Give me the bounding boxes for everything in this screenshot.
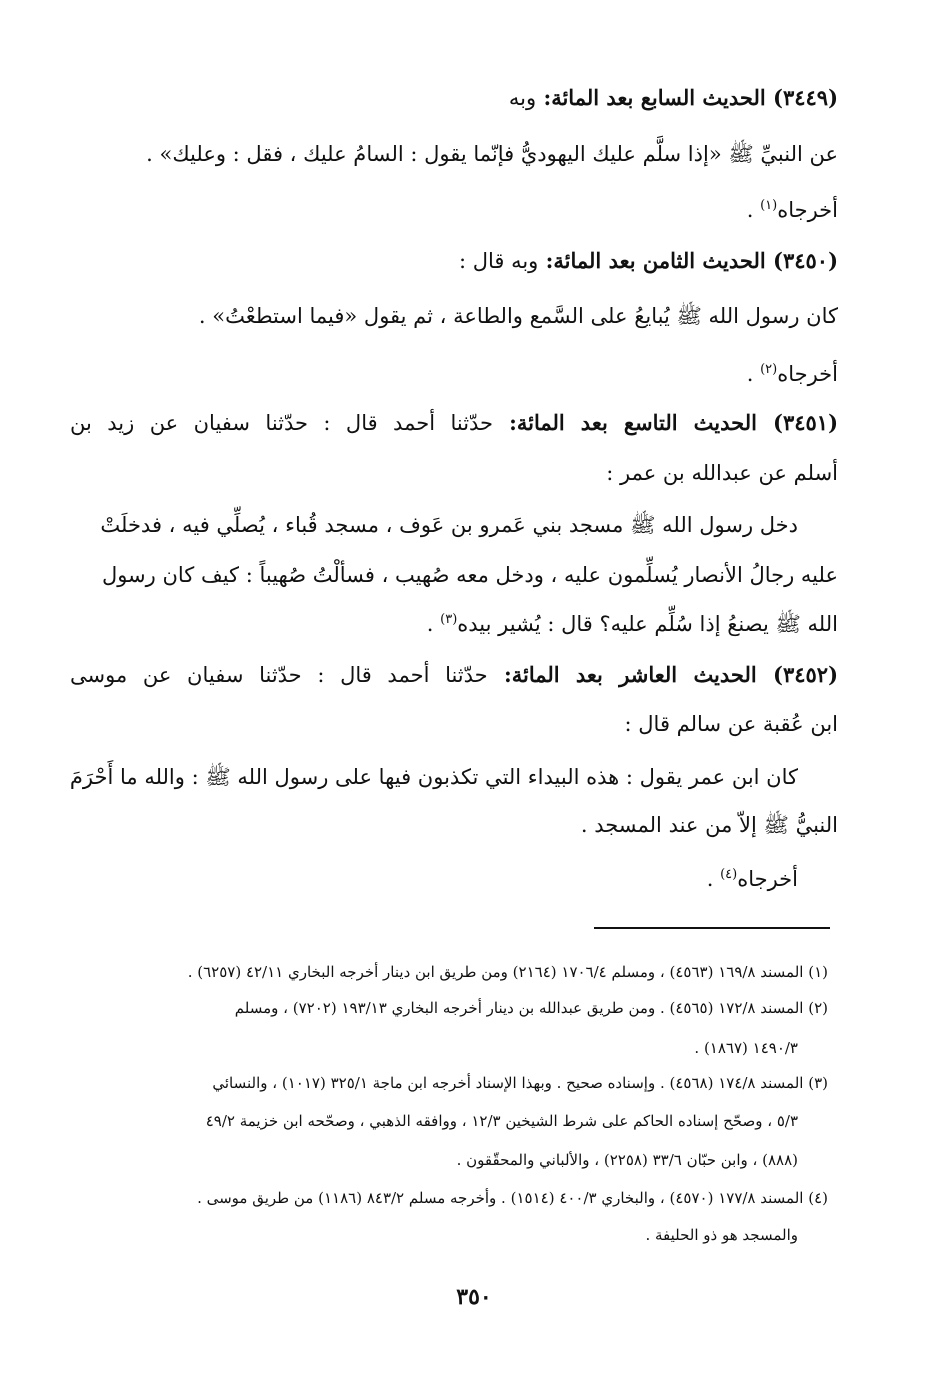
hadith-intro: حدّثنا أحمد قال : حدّثنا سفيان عن زيد بن (70, 411, 494, 435)
hadith-heading (70, 408, 838, 438)
hadith-text-line: الله ﷺ يصنعُ إذا سُلِّم عليه؟ قال : يُشير بيده$^{(٣)}$ . (426, 612, 838, 636)
hadith-text-line: عليه رجالُ الأنصار يُسلِّمون عليه ، ودخل معه صُهيب ، فسألْتُ صُهيباً : كيف كان رسول (101, 563, 838, 587)
footnote-line: (٣) المسند ١٧٤/٨ (٤٥٦٨) . وإسناده صحيح . وبهذا الإسناد أخرجه ابن ماجة ٣٢٥/١ (١٠١٧) ، والنسائي (212, 1074, 828, 1092)
hadith-intro: وبه (508, 86, 537, 110)
hadith-number: (٣٤٥٢) (773, 662, 839, 687)
footnote-line: (٨٨٨) ، وابن حبّان ٣٣/٦ (٢٢٥٨) ، والألباني والمحقّقون . (456, 1151, 798, 1169)
takhrij-line: أخرجاه$^{(٤)}$ . (706, 867, 798, 891)
hadith-title: الحديث التاسع بعد المائة: (509, 410, 757, 435)
hadith-number: (٣٤٥٠) (773, 248, 838, 273)
footnote-line: ٥/٣ ، وصحّح إسناده الحاكم على شرط الشيخين ١٢/٣ ، ووافقه الذهبي ، وصحّحه ابن خزيمة ٤٩/٢ (205, 1112, 798, 1130)
hadith-text-segment: الله ﷺ يصنعُ إذا سُلِّم عليه؟ قال : يُشير بيده (457, 612, 838, 636)
takhrij-line: أخرجاه$^{(١)}$ . (746, 198, 838, 222)
hadith-title: الحديث الثامن بعد المائة: (545, 248, 766, 273)
hadith-number: (٣٤٥١) (773, 410, 838, 435)
hadith-heading (70, 660, 838, 690)
hadith-intro-cont: ابن عُقبة عن سالم قال : (624, 712, 838, 736)
takhrij-text: أخرجاه (737, 867, 798, 891)
footnote-ref: (٤) (720, 867, 738, 882)
hadith-intro-cont: أسلم عن عبدالله بن عمر : (606, 461, 838, 485)
footnote-line: (٢) المسند ١٧٢/٨ (٤٥٦٥) . ومن طريق عبدالله بن دينار أخرجه البخاري ١٩٣/١٣ (٧٢٠٢) ، ومسلم (234, 999, 828, 1017)
footnote-ref: (٢) (760, 362, 778, 377)
hadith-intro: حدّثنا أحمد قال : حدّثنا سفيان عن موسى (70, 663, 488, 687)
page-number: ٣٥٠ (456, 1284, 492, 1310)
footnote-ref: (٣) (440, 612, 458, 627)
hadith-text-line: النبيُّ ﷺ إلاّ من عند المسجد . (580, 813, 838, 837)
hadith-title: الحديث السابع بعد المائة: (543, 85, 766, 110)
footnote-line: (١) المسند ١٦٩/٨ (٤٥٦٣) ، ومسلم ١٧٠٦/٤ (٢١٦٤) ومن طريق ابن دينار أخرجه البخاري ٤٢/١١ (٦٢٥٧) . (187, 963, 828, 981)
footnote-separator (594, 927, 830, 929)
hadith-text-line: كان رسول الله ﷺ يُبايعُ على السَّمع والطاعة ، ثم يقول «فيما استطعْتُ» . (198, 304, 838, 328)
footnote-ref: (١) (760, 198, 778, 213)
hadith-text-line: كان ابن عمر يقول : هذه البيداء التي تكذبون فيها على رسول الله ﷺ : والله ما أَحْرَمَ (69, 765, 798, 789)
hadith-heading (70, 246, 838, 276)
hadith-number: (٣٤٤٩) (773, 85, 838, 110)
hadith-intro: وبه قال : (458, 249, 539, 273)
hadith-heading (70, 83, 838, 113)
hadith-text-line: دخل رسول الله ﷺ مسجد بني عَمرو بن عَوف ، مسجد قُباء ، يُصلِّي فيه ، فدخلَتْ (100, 513, 798, 537)
takhrij-line: أخرجاه$^{(٢)}$ . (746, 362, 838, 386)
footnote-line: والمسجد هو ذو الحليفة . (645, 1226, 798, 1244)
hadith-title: الحديث العاشر بعد المائة: (503, 662, 757, 687)
takhrij-text: أخرجاه (777, 198, 838, 222)
hadith-text-line: عن النبيِّ ﷺ «إذا سلَّم عليك اليهوديُّ فإنّما يقول : السامُ عليك ، فقل : وعليك» . (146, 142, 838, 166)
footnote-line: ١٤٩٠/٣ (١٨٦٧) . (694, 1039, 798, 1057)
footnote-line: (٤) المسند ١٧٧/٨ (٤٥٧٠) ، والبخاري ٤٠٠/٣ (١٥١٤) . وأخرجه مسلم ٨٤٣/٢ (١١٨٦) من طريق موسى . (197, 1189, 828, 1207)
takhrij-text: أخرجاه (777, 362, 838, 386)
